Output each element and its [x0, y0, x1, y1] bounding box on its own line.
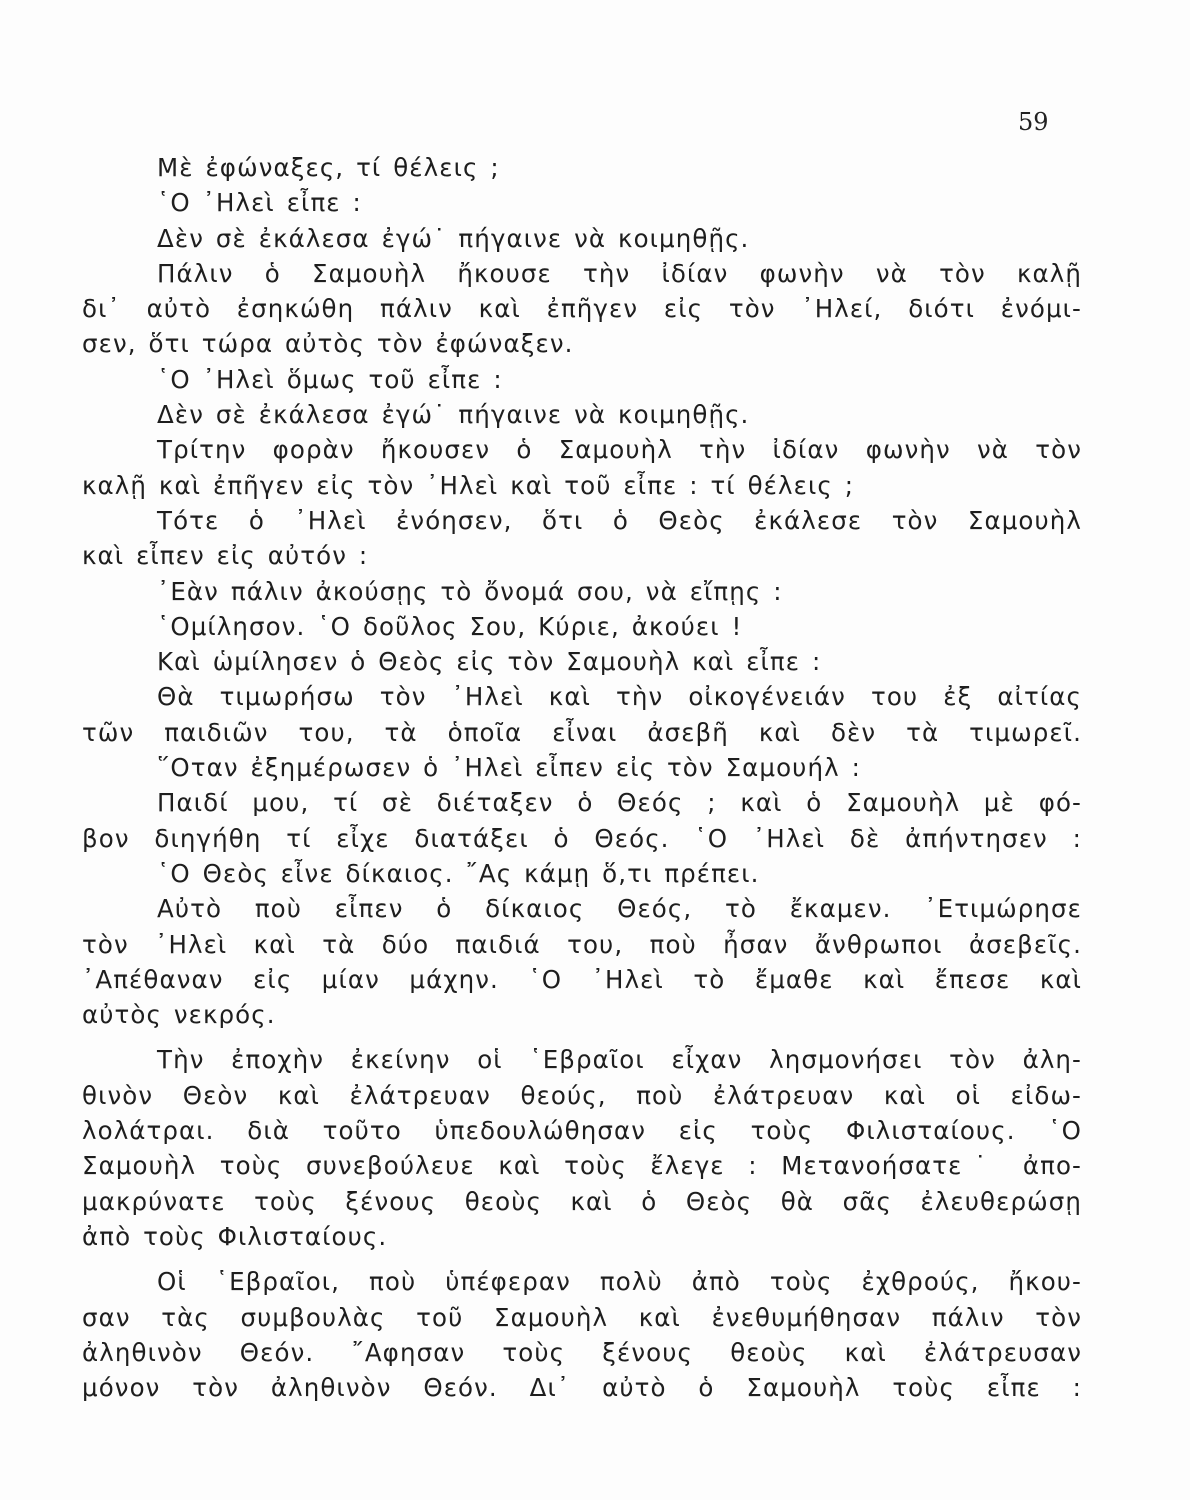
page-number: 59	[1018, 108, 1049, 136]
text-line: μόνον τὸν ἀληθινὸν Θεόν. Δι᾿ αὐτὸ ὁ Σαμουὴλ τοὺς εἶπε :	[82, 1373, 1082, 1403]
text-line: Δὲν σὲ ἐκάλεσα ἐγώ˙ πήγαινε νὰ κοιμηθῇς.	[157, 400, 750, 430]
text-line: Παιδί μου, τί σὲ διέταξεν ὁ Θεός ; καὶ ὁ Σαμουὴλ μὲ φό-	[157, 788, 1082, 818]
text-line: τῶν παιδιῶν του, τὰ ὁποῖα εἶναι ἀσεβῆ καὶ δὲν τὰ τιμωρεῖ.	[82, 717, 1082, 747]
text-line: δι᾿ αὐτὸ ἐσηκώθη πάλιν καὶ ἐπῆγεν εἰς τὸν ᾿Ηλεί, διότι ἐνόμι-	[82, 294, 1082, 324]
text-line: σεν, ὅτι τώρα αὐτὸς τὸν ἐφώναξεν.	[82, 329, 574, 359]
text-line: Αὐτὸ ποὺ εἶπεν ὁ δίκαιος Θεός, τὸ ἔκαμεν. ᾿Ετιμώρησε	[157, 894, 1082, 924]
paragraph-gap	[82, 1032, 1082, 1042]
text-line: ἀληθινὸν Θεόν. ῎Αφησαν τοὺς ξένους θεοὺς καὶ ἐλάτρευσαν	[82, 1337, 1082, 1367]
text-line: σαν τὰς συμβουλὰς τοῦ Σαμουὴλ καὶ ἐνεθυμήθησαν πάλιν τὸν	[82, 1302, 1082, 1332]
text-line: ῞Οταν ἐξημέρωσεν ὁ ᾿Ηλεὶ εἶπεν εἰς τὸν Σαμουήλ :	[157, 753, 861, 783]
paragraph-gap	[82, 1254, 1082, 1264]
text-line: Τότε ὁ ᾿Ηλεὶ ἐνόησεν, ὅτι ὁ Θεὸς ἐκάλεσε τὸν Σαμουὴλ	[157, 505, 1082, 535]
text-line: λολάτραι. διὰ τοῦτο ὑπεδουλώθησαν εἰς τοὺς Φιλισταίους. ῾Ο	[82, 1116, 1082, 1146]
text-line: Μὲ ἐφώναξες, τί θέλεις ;	[157, 153, 500, 182]
text-line: θινὸν Θεὸν καὶ ἐλάτρευαν θεούς, ποὺ ἐλάτρευαν καὶ οἱ εἰδω-	[82, 1080, 1082, 1110]
text-line: Θὰ τιμωρήσω τὸν ᾿Ηλεὶ καὶ τὴν οἰκογένειάν του ἐξ αἰτίας	[157, 682, 1082, 712]
text-line: Καὶ ὡμίλησεν ὁ Θεὸς εἰς τὸν Σαμουὴλ καὶ εἶπε :	[157, 647, 822, 677]
text-line: μακρύνατε τοὺς ξένους θεοὺς καὶ ὁ Θεὸς θὰ σᾶς ἐλευθερώσῃ	[82, 1186, 1082, 1216]
text-line: ῾Ο ᾿Ηλεὶ ὅμως τοῦ εἶπε :	[157, 364, 503, 394]
text-line: Σαμουὴλ τοὺς συνεβούλευε καὶ τοὺς ἔλεγε : Μετανοήσατε˙ ἀπο-	[82, 1151, 1082, 1181]
text-line: αὐτὸς νεκρός.	[82, 1000, 276, 1030]
text-line: καλῇ καὶ ἐπῆγεν εἰς τὸν ᾿Ηλεὶ καὶ τοῦ εἶπε : τί θέλεις ;	[82, 470, 855, 500]
text-line: ᾿Απέθαναν εἰς μίαν μάχην. ῾Ο ᾿Ηλεὶ τὸ ἔμαθε καὶ ἔπεσε καὶ	[82, 964, 1082, 994]
text-line: ῾Ομίλησον. ῾Ο δοῦλος Σου, Κύριε, ἀκούει !	[157, 611, 743, 641]
text-line: ῾Ο Θεὸς εἶνε δίκαιος. ῎Ας κάμῃ ὅ,τι πρέπει.	[157, 858, 760, 888]
body-text	[82, 150, 1082, 1405]
text-line: τὸν ᾿Ηλεὶ καὶ τὰ δύο παιδιά του, ποὺ ἦσαν ἄνθρωποι ἀσεβεῖς.	[82, 929, 1082, 959]
text-line: βον διηγήθη τί εἶχε διατάξει ὁ Θεός. ῾Ο ᾿Ηλεὶ δὲ ἀπήντησεν :	[82, 823, 1082, 853]
text-line: Δὲν σὲ ἐκάλεσα ἐγώ˙ πήγαινε νὰ κοιμηθῇς.	[157, 223, 750, 253]
text-line: Οἱ ῾Εβραῖοι, ποὺ ὑπέφεραν πολὺ ἀπὸ τοὺς ἐχθρούς, ἤκου-	[157, 1267, 1082, 1297]
text-line: Τρίτην φορὰν ἤκουσεν ὁ Σαμουὴλ τὴν ἰδίαν φωνὴν νὰ τὸν	[157, 435, 1082, 465]
text-line: Τὴν ἐποχὴν ἐκείνην οἱ ῾Εβραῖοι εἶχαν λησμονήσει τὸν ἀλη-	[157, 1045, 1082, 1075]
text-line: καὶ εἶπεν εἰς αὐτόν :	[82, 541, 369, 571]
text-line: Πάλιν ὁ Σαμουὴλ ἤκουσε τὴν ἰδίαν φωνὴν νὰ τὸν καλῇ	[157, 258, 1082, 288]
text-line: ἀπὸ τοὺς Φιλισταίους.	[82, 1221, 388, 1251]
text-line: ῾Ο ᾿Ηλεὶ εἶπε :	[157, 188, 362, 218]
text-line: ᾿Εὰν πάλιν ἀκούσῃς τὸ ὄνομά σου, νὰ εἴπῃς :	[157, 576, 783, 606]
